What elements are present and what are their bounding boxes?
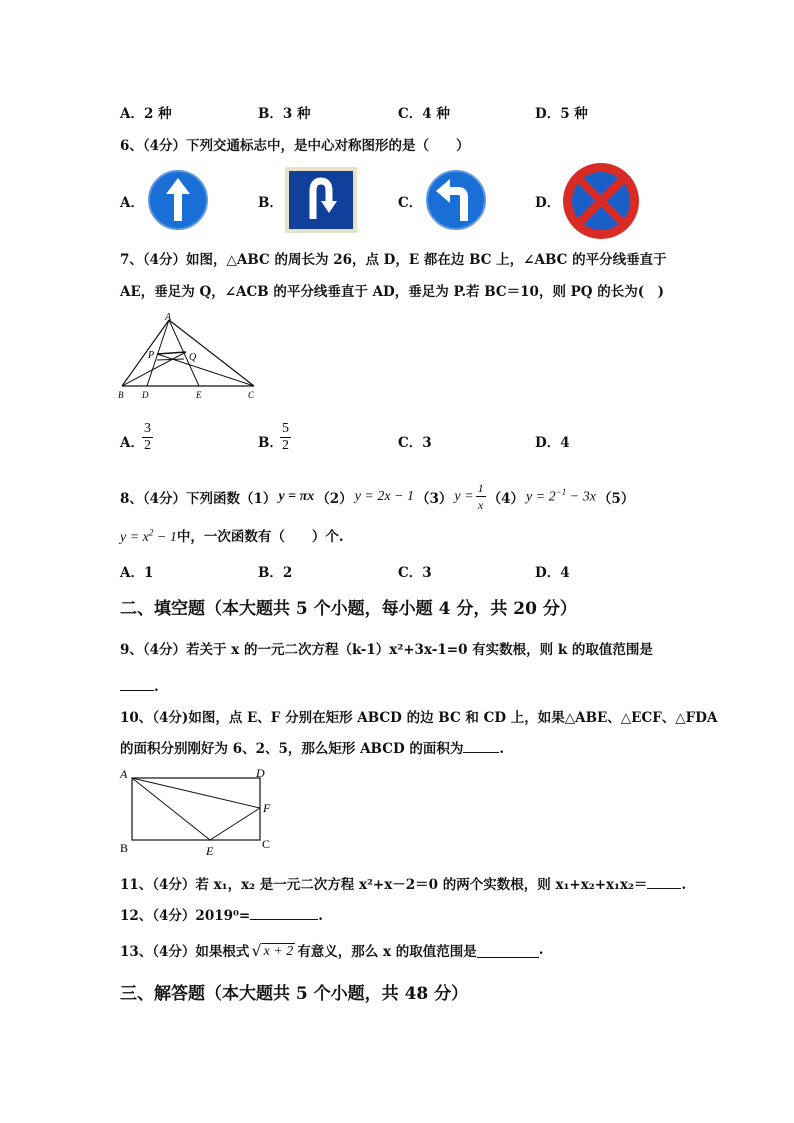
q13-stem: 13、（4分）如果根式 √ x + 2 有意义，那么 x 的取值范围是 . [120, 940, 544, 960]
q8-func-3-fraction: $\frac{1}{x}$ [477, 481, 484, 512]
q7-option-a-fraction: $\frac{3}{2}$ [144, 421, 151, 453]
straight-ahead-arrow-icon [146, 169, 210, 235]
q11-answer-blank [647, 874, 681, 889]
q6-stem: 6、（4分）下列交通标志中，是中心对称图形的是（ ） [120, 138, 470, 154]
q8-option-a: A．1 [120, 565, 154, 581]
q8-func-2: y = 2x − 1 [354, 488, 415, 504]
q8-stem-line1: 8、（4分）下列函数（1） y = πx （2） y = 2x − 1 （3） y = $\frac{1}{x}$ （4） $y = 2^{-1} - 3x$ （5） [120, 481, 635, 512]
q7-option-a-label: A． [120, 435, 144, 451]
turn-left-arrow-icon [424, 169, 488, 235]
q8-option-c: C．3 [398, 565, 432, 581]
q10-label-c: C [262, 837, 271, 851]
q10-answer-blank [463, 738, 499, 753]
q10-label-e: E [206, 844, 214, 858]
q9-answer-line: . [120, 676, 159, 695]
q8-option-d: D．4 [535, 565, 570, 581]
q7-label-c: C [248, 390, 255, 400]
q8-func-1: y = πx [278, 488, 315, 504]
q7-label-e: E [196, 390, 202, 400]
q7-label-q: Q [189, 352, 197, 363]
q10-stem-line1: 10、（4分)如图，点 E、F 分别在矩形 ABCD 的边 BC 和 CD 上，如果△ABE、△ECF、△FDA [120, 710, 718, 726]
q7-option-d: D．4 [535, 435, 570, 451]
q12-answer-blank [250, 905, 318, 920]
q6-label-d: D． [535, 195, 561, 211]
q7-label-b: B [118, 390, 124, 400]
q6-label-a: A． [120, 195, 144, 211]
q5-option-d: D．5 种 [535, 106, 588, 122]
section2-title: 二、填空题（本大题共 5 个小题，每小题 4 分，共 20 分） [120, 599, 577, 619]
q9-answer-blank [120, 676, 154, 691]
q10-label-b: B [120, 841, 129, 855]
q5-option-a: A．2 种 [120, 106, 172, 122]
section3-title: 三、解答题（本大题共 5 个小题，共 48 分） [120, 984, 469, 1004]
q7-label-a: A [165, 312, 172, 323]
q8-stem-line2: $y = x^2 - 1$中，一次函数有（ ）个. [120, 527, 344, 545]
q7-option-b-fraction: $\frac{5}{2}$ [282, 421, 289, 453]
q12-stem: 12、（4分）2019⁰= . [120, 904, 323, 924]
u-turn-sign-icon [285, 167, 357, 237]
q7-label-d: D [142, 390, 149, 400]
q5-option-c: C．4 种 [398, 106, 450, 122]
q8-option-b: B．2 [258, 565, 293, 581]
q8-func-5: $y = x^2 - 1$ [120, 527, 177, 545]
q7-label-p: P [148, 350, 155, 361]
q6-label-c: C． [398, 195, 423, 211]
q10-label-d: D [256, 766, 265, 780]
q10-label-f: F [263, 801, 271, 815]
q10-stem-line2: 的面积分别刚好为 6、2、5，那么矩形 ABCD 的面积为 . [120, 737, 504, 757]
q7-option-c: C．3 [398, 435, 432, 451]
q7-option-b-label: B． [258, 435, 283, 451]
q9-stem-line1: 9、（4分）若关于 x 的一元二次方程（k-1）x²+3x-1=0 有实数根，则 k 的取值范围是 [120, 642, 653, 658]
q11-stem: 11、（4分）若 x₁，x₂ 是一元二次方程 x²+x－2＝0 的两个实数根，则 x₁+x₂+x₁x₂＝ . [120, 873, 686, 893]
q13-answer-blank [477, 943, 539, 958]
q6-label-b: B． [258, 195, 283, 211]
q5-option-b: B．3 种 [258, 106, 311, 122]
q7-stem-line2: AE，垂足为 Q，∠ACB 的平分线垂直于 AD，垂足为 P.若 BC＝10，则 PQ 的长为( ) [120, 284, 665, 300]
q10-rectangle-figure [114, 762, 284, 866]
q7-triangle-figure [114, 312, 264, 406]
q8-func-4: $y = 2^{-1} - 3x$ [526, 487, 596, 505]
q13-square-root: √ x + 2 [251, 940, 294, 960]
q10-label-a: A [120, 767, 128, 781]
no-stopping-sign-icon [560, 161, 642, 245]
q7-stem-line1: 7、（4分）如图，△ABC 的周长为 26，点 D，E 都在边 BC 上，∠ABC 的平分线垂直于 [120, 252, 667, 268]
